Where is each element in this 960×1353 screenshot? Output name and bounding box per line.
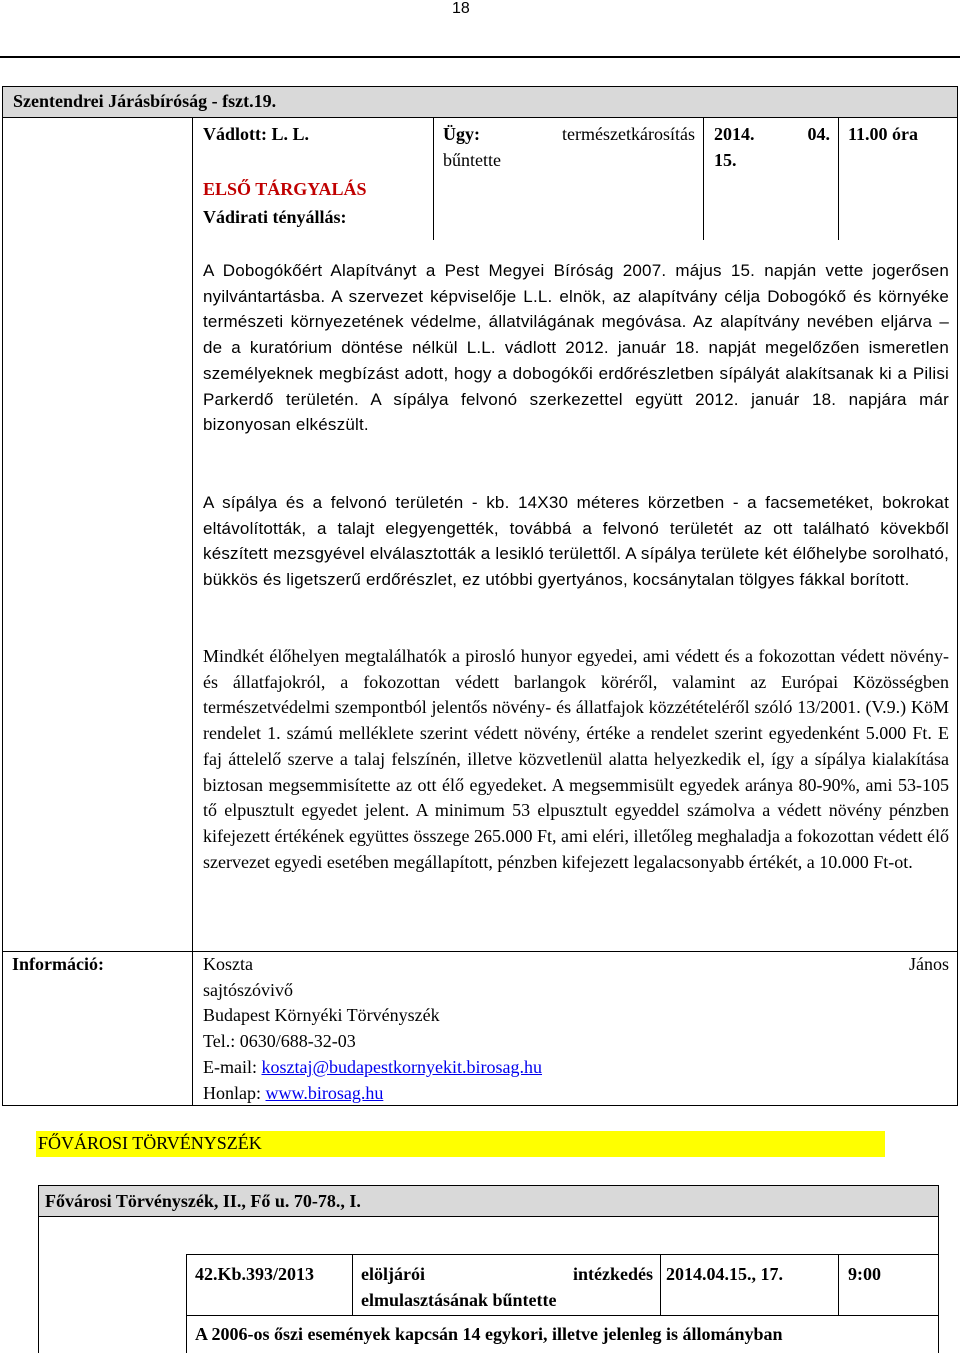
inner-col-divider — [352, 1254, 353, 1315]
case-date: 2014.04.15., 17. — [666, 1264, 783, 1284]
row-divider — [39, 1216, 938, 1217]
hearing-date — [714, 122, 830, 173]
header-rule — [0, 56, 960, 58]
email-link[interactable]: kosztaj@budapestkornyekit.birosag.hu — [261, 1056, 543, 1077]
inner-table-left — [186, 1254, 187, 1353]
contact-org: Budapest Környéki Törvényszék — [203, 1005, 440, 1026]
case-label: Ügy: — [443, 124, 480, 144]
date-column-divider — [703, 118, 704, 240]
section-title: FŐVÁROSI TÖRVÉNYSZÉK — [38, 1133, 262, 1153]
hearing-time: 11.00 óra — [848, 124, 918, 144]
case-type: elöljárói intézkedés elmulasztásának bűntette — [361, 1264, 653, 1310]
left-column-divider — [192, 118, 193, 1105]
contact-phone: Tel.: 0630/688-32-03 — [203, 1031, 356, 1052]
indictment-paragraph-1: A Dobogókőért Alapítványt a Pest Megyei Bíróság 2007. május 15. napján vette jogerősen nyilvántartásba. A szervezet képviselője L.L. elnök, az alapítvány célja Dobogókő és környéke természeti környezetének védelme, állatvilágának megóvása. Az alapítvány nevében eljárva – de a kuratórium döntése nélkül L.L. vádlott 2012. január 18. napját megelőzően ismeretlen személyeknek megbízást adott, hogy a dobogókői erdőrészletben sípályát alakítsanak ki a Pilisi Parkerdő területén. A sípálya felvonó szerkezettel együtt 2012. január 18. napjára már bizonyosan elkészült. — [203, 261, 949, 435]
hearing-type: ELSŐ TÁRGYALÁS — [203, 179, 367, 199]
case-subject — [443, 122, 695, 173]
case-number: 42.Kb.393/2013 — [195, 1264, 315, 1284]
case-value: természetkárosítás — [562, 124, 695, 144]
website-link[interactable]: www.birosag.hu — [265, 1082, 384, 1103]
inner-col-divider — [838, 1254, 839, 1315]
indictment-paragraph-3: Mindkét élőhelyen megtalálhatók a pirosló hunyor egyedei, ami védett és a fokozottan védett növény- és állatfajokról, a fokozottan védett barlangok köréről, valamint az Európai Közösségben természetvédelmi szempontból jelentős növény- és állatfajok közzétételéről szóló 13/2001. (V.9.) KöM rendelet 1. számú melléklete szerint védett növény, értéke a rendelet szerint egyedenként 5.000 Ft. E faj áttelelő szerve a talaj felszínén, illetve közvetlenül alatta helyezkedik el, így a sípálya kialakítása biztosan megsemmisítette az ott élő egyedeket. A megsemmisült egyedek aránya 80-90%, ami 53-105 tő elpusztult egyedet jelent. A minimum 53 elpusztult egyeddel számolva a védett növény pénzben kifejezett értékének együttes összege 265.000 Ft, ami eléri, illetőleg meghaladja a fokozottan védett élő szervezet egyedi esetében megállapított, pénzben kifejezett legalacsonyabb értékét, a 10.000 Ft-ot. — [203, 646, 949, 872]
defendant: Vádlott: L. L. — [203, 124, 310, 144]
contact-first-name: Koszta — [203, 954, 253, 974]
date-year: 2014. — [714, 124, 755, 144]
indictment-label: Vádirati tényállás: — [203, 207, 347, 227]
inner-col-divider — [660, 1254, 661, 1315]
case-value-cont: bűntette — [443, 149, 501, 170]
time-column-divider — [838, 118, 839, 240]
page-number: 18 — [452, 0, 470, 17]
case-time: 9:00 — [848, 1264, 881, 1284]
date-day: 15. — [714, 149, 737, 170]
case-column-divider — [433, 118, 434, 240]
inner-table-top — [186, 1254, 938, 1255]
indictment-paragraph-2: A sípálya és a felvonó területén - kb. 14X30 méteres körzetben - a facsemetéket, bokrokat eltávolították, a talajt elegyengették, továbbá a felvonó területét az ott található kövekből készített mezsgyével elválasztották a lesikló területtől. A sípálya területe két élőhelybe sorolható, bükkös és ligetszerű erdőrészlet, ez utóbbi gyertyános, kocsánytalan tölgyes fákkal borított. — [203, 493, 949, 590]
contact-web-line: Honlap: www.birosag.hu — [203, 1082, 384, 1103]
inner-row-divider — [186, 1315, 938, 1316]
date-month: 04. — [807, 124, 830, 144]
info-label: Információ: — [12, 954, 104, 974]
press-contact — [203, 952, 949, 1106]
court-header-text: Szentendrei Járásbíróság - fszt.19. — [13, 91, 277, 111]
contact-role: sajtószóvivő — [203, 979, 293, 1000]
court2-header-row — [39, 1186, 938, 1216]
court2-header-text: Fővárosi Törvényszék, II., Fő u. 70-78., I. — [45, 1191, 361, 1211]
contact-last-name: János — [909, 954, 949, 974]
section-title-highlight — [36, 1131, 885, 1157]
case-summary: A 2006-os őszi események kapcsán 14 egykori, illetve jelenleg is állományban — [195, 1324, 783, 1344]
contact-email-line: E-mail: kosztaj@budapestkornyekit.birosag.hu — [203, 1056, 543, 1077]
court-header-row — [3, 87, 957, 117]
row-divider — [3, 117, 957, 118]
